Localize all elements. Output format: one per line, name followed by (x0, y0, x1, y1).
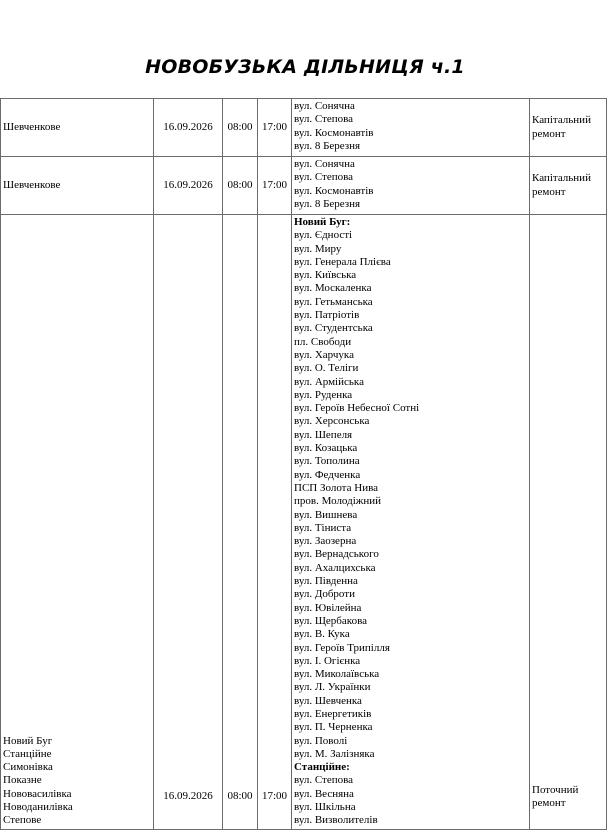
table-row (1, 157, 607, 215)
street-item: вул. Єдності (294, 229, 353, 242)
date-cell: 16.09.2026 (154, 99, 223, 157)
settlement-name: Новоданилівка (3, 801, 73, 814)
street-item: ПСП Золота Нива (294, 481, 379, 494)
street-item: вул. Південна (294, 575, 358, 588)
end-time-cell: 17:00 (258, 99, 292, 157)
street-item: вул. І. Огієнка (294, 654, 361, 667)
street-item: вул. Вернадського (294, 548, 379, 561)
street-item: вул. Харчука (294, 348, 354, 361)
work-type-line: Поточний (532, 784, 579, 797)
street-item: вул. Героїв Трипілля (294, 641, 390, 654)
settlement-name: Станційне (3, 747, 52, 760)
settlement-name: Показне (3, 774, 42, 787)
street-item: вул. Шкільна (294, 801, 356, 814)
work-type-line: Капітальний (532, 172, 591, 185)
settlement-name: Степове (3, 814, 42, 827)
street-item: вул. Космонавтів (294, 126, 374, 139)
street-item: вул. О. Теліги (294, 362, 359, 375)
street-item: пл. Свободи (294, 335, 352, 348)
street-item: вул. Миколаївська (294, 668, 380, 681)
table-row (1, 99, 607, 157)
street-item: вул. Степова (294, 774, 354, 787)
settlement-name: Нововасилівка (3, 787, 72, 800)
street-item: вул. Студентська (294, 322, 373, 335)
street-item: вул. В. Кука (294, 628, 350, 641)
settlement-cell (1, 215, 154, 830)
street-item: вул. Київська (294, 269, 357, 282)
street-item: вул. Космонавтів (294, 184, 374, 197)
streets-cell (292, 215, 530, 830)
street-item: вул. Козацька (294, 442, 358, 455)
settlement-header: Новий Буг: (294, 216, 351, 228)
street-item: вул. Генерала Плієва (294, 255, 391, 268)
street-item: вул. Доброти (294, 588, 355, 601)
street-item: вул. Степова (294, 171, 354, 184)
street-item: вул. М. Залізняка (294, 747, 375, 760)
street-item: вул. 8 Березня (294, 197, 361, 210)
street-item: вул. Героїв Небесної Сотні (294, 402, 420, 415)
work-type-line: ремонт (532, 185, 566, 198)
work-type-line: Капітальний (532, 114, 591, 127)
street-item: вул. Москаленка (294, 282, 372, 295)
street-item: вул. Федченка (294, 468, 361, 481)
settlement-cell (1, 99, 154, 157)
street-item: вул. Тополина (294, 455, 360, 468)
street-item: вул. Тіниста (294, 521, 352, 534)
work-type-cell (530, 215, 607, 830)
street-item: вул. Ахалцихська (294, 561, 376, 574)
street-item: вул. Визволителів (294, 814, 378, 827)
street-item: вул. Ювілейна (294, 601, 362, 614)
street-item: пров. Молодіжний (294, 495, 382, 508)
start-time-cell: 08:00 (223, 215, 258, 830)
street-item: вул. Степова (294, 113, 354, 126)
work-type-line: ремонт (532, 127, 566, 140)
street-item: вул. Армійська (294, 375, 364, 388)
settlement-name: Шевченкове (3, 120, 61, 133)
street-item: вул. Л. Українки (294, 681, 371, 694)
street-item: вул. Патріотів (294, 309, 360, 322)
table-row (1, 215, 607, 830)
settlement-header: Станційне: (294, 761, 350, 774)
work-type-line: ремонт (532, 797, 566, 810)
street-item: вул. Заозерна (294, 535, 357, 548)
street-item: вул. Шевченка (294, 694, 362, 707)
start-time-cell: 08:00 (223, 99, 258, 157)
end-time-cell: 17:00 (258, 157, 292, 215)
street-item: вул. Енергетиків (294, 707, 372, 720)
date-cell: 16.09.2026 (154, 215, 223, 830)
street-item: вул. Поволі (294, 734, 348, 747)
work-type-cell (530, 99, 607, 157)
page-title: НОВОБУЗЬКА ДІЛЬНИЦЯ ч.1 (145, 56, 465, 78)
streets-cell (292, 99, 530, 157)
settlement-name: Новий Буг (3, 734, 53, 747)
settlement-name: Симонівка (3, 761, 53, 774)
end-time-cell: 17:00 (258, 215, 292, 830)
street-item: вул. Гетьманська (294, 295, 373, 308)
work-type-cell (530, 157, 607, 215)
street-item: вул. Сонячна (294, 100, 355, 112)
outage-schedule-table (0, 98, 607, 830)
street-list-novyi-buh (294, 229, 527, 761)
settlement-name: Шевченкове (3, 178, 61, 191)
street-item: вул. Сонячна (294, 158, 355, 170)
street-item: вул. 8 Березня (294, 139, 361, 152)
date-cell: 16.09.2026 (154, 157, 223, 215)
settlement-cell (1, 157, 154, 215)
street-item: вул. Щербакова (294, 614, 367, 627)
street-item: вул. Херсонська (294, 415, 370, 428)
street-item: вул. Вишнева (294, 508, 358, 521)
start-time-cell: 08:00 (223, 157, 258, 215)
street-item: вул. Миру (294, 242, 342, 255)
street-item: вул. Шепеля (294, 428, 353, 441)
street-item: вул. Руденка (294, 388, 353, 401)
street-list-stantsiine (294, 774, 527, 827)
street-item: вул. П. Черненка (294, 721, 373, 734)
street-item: вул. Весняна (294, 787, 354, 800)
streets-cell (292, 157, 530, 215)
